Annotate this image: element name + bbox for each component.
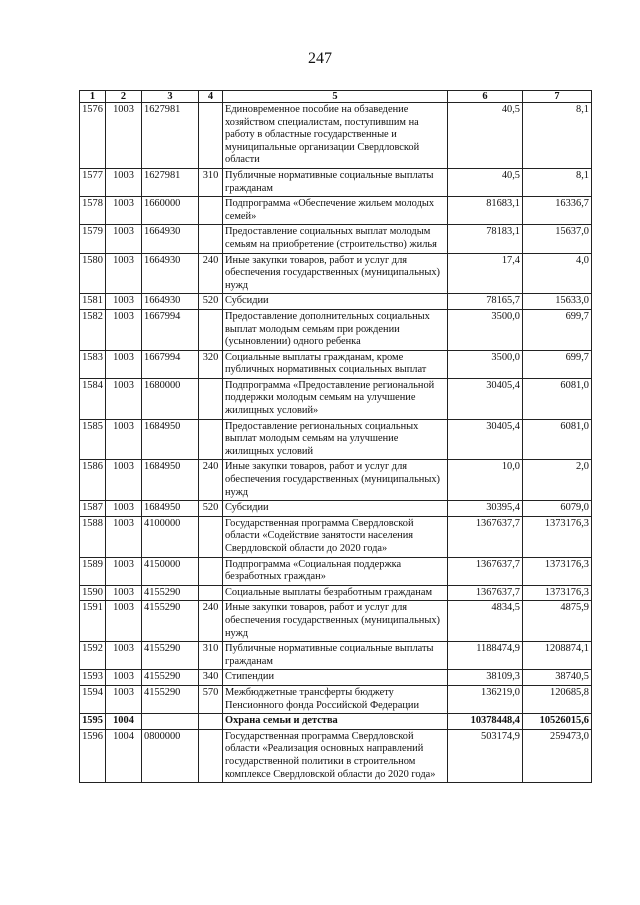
amount-year2-cell: 4,0 bbox=[523, 253, 592, 294]
table-row bbox=[80, 168, 592, 196]
table-row bbox=[80, 642, 592, 670]
header-col-7: 7 bbox=[523, 91, 592, 103]
expense-type-cell: 570 bbox=[199, 685, 223, 713]
row-number-cell: 1576 bbox=[80, 103, 106, 169]
description-cell: Предоставление дополнительных социальных выплат молодым семьям при рождении (усыновлении) одного ребенка bbox=[223, 309, 448, 350]
description-cell: Иные закупки товаров, работ и услуг для обеспечения государственных (муниципальных) нужд bbox=[223, 460, 448, 501]
table-row bbox=[80, 350, 592, 378]
target-article-cell: 4155290 bbox=[142, 601, 199, 642]
amount-year2-cell: 38740,5 bbox=[523, 670, 592, 686]
target-article-cell: 1660000 bbox=[142, 197, 199, 225]
table-row bbox=[80, 585, 592, 601]
section-code-cell: 1003 bbox=[106, 642, 142, 670]
table-row bbox=[80, 294, 592, 310]
expense-type-cell bbox=[199, 714, 223, 730]
target-article-cell: 1664930 bbox=[142, 225, 199, 253]
expense-type-cell: 240 bbox=[199, 253, 223, 294]
expense-type-cell bbox=[199, 419, 223, 460]
expense-type-cell: 520 bbox=[199, 294, 223, 310]
amount-year1-cell: 1367637,7 bbox=[448, 516, 523, 557]
amount-year1-cell: 78165,7 bbox=[448, 294, 523, 310]
amount-year1-cell: 38109,3 bbox=[448, 670, 523, 686]
amount-year1-cell: 10,0 bbox=[448, 460, 523, 501]
target-article-cell: 0800000 bbox=[142, 729, 199, 782]
expense-type-cell: 320 bbox=[199, 350, 223, 378]
amount-year2-cell: 1208874,1 bbox=[523, 642, 592, 670]
description-cell: Субсидии bbox=[223, 294, 448, 310]
table-row bbox=[80, 601, 592, 642]
amount-year1-cell: 1367637,7 bbox=[448, 585, 523, 601]
target-article-cell: 1667994 bbox=[142, 309, 199, 350]
description-cell: Предоставление социальных выплат молодым семьям на приобретение (строительство) жилья bbox=[223, 225, 448, 253]
header-col-6: 6 bbox=[448, 91, 523, 103]
table-row bbox=[80, 557, 592, 585]
row-number-cell: 1592 bbox=[80, 642, 106, 670]
table-row bbox=[80, 378, 592, 419]
description-cell: Государственная программа Свердловской области «Содействие занятости населения Свердловской области до 2020 года» bbox=[223, 516, 448, 557]
description-cell: Государственная программа Свердловской области «Реализация основных направлений государственной политики в строительном комплексе Свердловской области до 2020 года» bbox=[223, 729, 448, 782]
table-row bbox=[80, 670, 592, 686]
section-code-cell: 1003 bbox=[106, 197, 142, 225]
table-row bbox=[80, 225, 592, 253]
section-code-cell: 1003 bbox=[106, 460, 142, 501]
expense-type-cell: 240 bbox=[199, 460, 223, 501]
description-cell: Социальные выплаты гражданам, кроме публичных нормативных социальных выплат bbox=[223, 350, 448, 378]
section-code-cell: 1003 bbox=[106, 378, 142, 419]
row-number-cell: 1593 bbox=[80, 670, 106, 686]
amount-year1-cell: 17,4 bbox=[448, 253, 523, 294]
section-code-cell: 1003 bbox=[106, 350, 142, 378]
section-code-cell: 1003 bbox=[106, 601, 142, 642]
row-number-cell: 1586 bbox=[80, 460, 106, 501]
row-number-cell: 1595 bbox=[80, 714, 106, 730]
target-article-cell: 1684950 bbox=[142, 501, 199, 517]
description-cell: Стипендии bbox=[223, 670, 448, 686]
row-number-cell: 1590 bbox=[80, 585, 106, 601]
amount-year1-cell: 3500,0 bbox=[448, 309, 523, 350]
description-cell: Субсидии bbox=[223, 501, 448, 517]
description-cell: Охрана семьи и детства bbox=[223, 714, 448, 730]
expense-type-cell bbox=[199, 103, 223, 169]
row-number-cell: 1585 bbox=[80, 419, 106, 460]
section-code-cell: 1003 bbox=[106, 309, 142, 350]
target-article-cell: 1627981 bbox=[142, 103, 199, 169]
amount-year1-cell: 40,5 bbox=[448, 168, 523, 196]
row-number-cell: 1582 bbox=[80, 309, 106, 350]
amount-year2-cell: 120685,8 bbox=[523, 685, 592, 713]
expense-type-cell bbox=[199, 729, 223, 782]
description-cell: Подпрограмма «Предоставление региональной поддержки молодым семьям на улучшение жилищных условий» bbox=[223, 378, 448, 419]
expense-type-cell bbox=[199, 309, 223, 350]
target-article-cell bbox=[142, 714, 199, 730]
row-number-cell: 1589 bbox=[80, 557, 106, 585]
amount-year1-cell: 30405,4 bbox=[448, 378, 523, 419]
section-code-cell: 1003 bbox=[106, 103, 142, 169]
section-code-cell: 1003 bbox=[106, 168, 142, 196]
amount-year1-cell: 503174,9 bbox=[448, 729, 523, 782]
amount-year2-cell: 8,1 bbox=[523, 168, 592, 196]
header-col-2: 2 bbox=[106, 91, 142, 103]
description-cell: Подпрограмма «Социальная поддержка безработных граждан» bbox=[223, 557, 448, 585]
section-code-cell: 1003 bbox=[106, 294, 142, 310]
amount-year1-cell: 3500,0 bbox=[448, 350, 523, 378]
amount-year2-cell: 6081,0 bbox=[523, 378, 592, 419]
budget-table bbox=[79, 90, 592, 783]
amount-year2-cell: 8,1 bbox=[523, 103, 592, 169]
header-col-5: 5 bbox=[223, 91, 448, 103]
row-number-cell: 1584 bbox=[80, 378, 106, 419]
amount-year2-cell: 259473,0 bbox=[523, 729, 592, 782]
amount-year2-cell: 6079,0 bbox=[523, 501, 592, 517]
description-cell: Единовременное пособие на обзаведение хозяйством специалистам, поступившим на работу в областные государственные и муниципальные организации Свердловской области bbox=[223, 103, 448, 169]
section-code-cell: 1003 bbox=[106, 516, 142, 557]
header-col-1: 1 bbox=[80, 91, 106, 103]
row-number-cell: 1596 bbox=[80, 729, 106, 782]
expense-type-cell bbox=[199, 225, 223, 253]
header-row bbox=[80, 91, 592, 103]
expense-type-cell bbox=[199, 197, 223, 225]
amount-year1-cell: 30405,4 bbox=[448, 419, 523, 460]
section-code-cell: 1003 bbox=[106, 557, 142, 585]
row-number-cell: 1591 bbox=[80, 601, 106, 642]
header-col-3: 3 bbox=[142, 91, 199, 103]
description-cell: Публичные нормативные социальные выплаты гражданам bbox=[223, 642, 448, 670]
table-row bbox=[80, 460, 592, 501]
description-cell: Предоставление региональных социальных выплат молодым семьям на улучшение жилищных условий bbox=[223, 419, 448, 460]
section-code-cell: 1003 bbox=[106, 670, 142, 686]
expense-type-cell bbox=[199, 557, 223, 585]
amount-year1-cell: 1367637,7 bbox=[448, 557, 523, 585]
amount-year2-cell: 10526015,6 bbox=[523, 714, 592, 730]
amount-year2-cell: 15637,0 bbox=[523, 225, 592, 253]
target-article-cell: 1667994 bbox=[142, 350, 199, 378]
expense-type-cell bbox=[199, 585, 223, 601]
amount-year1-cell: 136219,0 bbox=[448, 685, 523, 713]
amount-year2-cell: 6081,0 bbox=[523, 419, 592, 460]
row-number-cell: 1594 bbox=[80, 685, 106, 713]
row-number-cell: 1588 bbox=[80, 516, 106, 557]
row-number-cell: 1581 bbox=[80, 294, 106, 310]
target-article-cell: 1684950 bbox=[142, 460, 199, 501]
description-cell: Межбюджетные трансферты бюджету Пенсионного фонда Российской Федерации bbox=[223, 685, 448, 713]
amount-year2-cell: 4875,9 bbox=[523, 601, 592, 642]
amount-year2-cell: 1373176,3 bbox=[523, 516, 592, 557]
expense-type-cell: 520 bbox=[199, 501, 223, 517]
expense-type-cell: 240 bbox=[199, 601, 223, 642]
amount-year2-cell: 16336,7 bbox=[523, 197, 592, 225]
target-article-cell: 1684950 bbox=[142, 419, 199, 460]
amount-year2-cell: 699,7 bbox=[523, 350, 592, 378]
amount-year2-cell: 699,7 bbox=[523, 309, 592, 350]
amount-year1-cell: 78183,1 bbox=[448, 225, 523, 253]
target-article-cell: 1664930 bbox=[142, 253, 199, 294]
table-row bbox=[80, 419, 592, 460]
expense-type-cell: 310 bbox=[199, 642, 223, 670]
target-article-cell: 4155290 bbox=[142, 585, 199, 601]
table-row bbox=[80, 253, 592, 294]
description-cell: Подпрограмма «Обеспечение жильем молодых семей» bbox=[223, 197, 448, 225]
row-number-cell: 1579 bbox=[80, 225, 106, 253]
amount-year2-cell: 1373176,3 bbox=[523, 585, 592, 601]
table-body bbox=[80, 103, 592, 783]
table-row bbox=[80, 685, 592, 713]
amount-year2-cell: 1373176,3 bbox=[523, 557, 592, 585]
description-cell: Социальные выплаты безработным гражданам bbox=[223, 585, 448, 601]
section-code-cell: 1003 bbox=[106, 419, 142, 460]
amount-year1-cell: 40,5 bbox=[448, 103, 523, 169]
amount-year2-cell: 15633,0 bbox=[523, 294, 592, 310]
row-number-cell: 1577 bbox=[80, 168, 106, 196]
page-number: 247 bbox=[308, 50, 332, 67]
table-row bbox=[80, 516, 592, 557]
target-article-cell: 4155290 bbox=[142, 642, 199, 670]
amount-year1-cell: 81683,1 bbox=[448, 197, 523, 225]
description-cell: Публичные нормативные социальные выплаты гражданам bbox=[223, 168, 448, 196]
section-code-cell: 1003 bbox=[106, 585, 142, 601]
section-code-cell: 1003 bbox=[106, 253, 142, 294]
target-article-cell: 4155290 bbox=[142, 670, 199, 686]
target-article-cell: 4155290 bbox=[142, 685, 199, 713]
table-row bbox=[80, 714, 592, 730]
table-row bbox=[80, 197, 592, 225]
section-code-cell: 1003 bbox=[106, 685, 142, 713]
target-article-cell: 1680000 bbox=[142, 378, 199, 419]
amount-year1-cell: 30395,4 bbox=[448, 501, 523, 517]
section-code-cell: 1003 bbox=[106, 501, 142, 517]
amount-year2-cell: 2,0 bbox=[523, 460, 592, 501]
section-code-cell: 1003 bbox=[106, 225, 142, 253]
section-code-cell: 1004 bbox=[106, 714, 142, 730]
target-article-cell: 4150000 bbox=[142, 557, 199, 585]
expense-type-cell: 340 bbox=[199, 670, 223, 686]
description-cell: Иные закупки товаров, работ и услуг для обеспечения государственных (муниципальных) нужд bbox=[223, 601, 448, 642]
header-col-4: 4 bbox=[199, 91, 223, 103]
amount-year1-cell: 10378448,4 bbox=[448, 714, 523, 730]
target-article-cell: 1664930 bbox=[142, 294, 199, 310]
expense-type-cell: 310 bbox=[199, 168, 223, 196]
table-row bbox=[80, 103, 592, 169]
expense-type-cell bbox=[199, 516, 223, 557]
target-article-cell: 4100000 bbox=[142, 516, 199, 557]
amount-year1-cell: 4834,5 bbox=[448, 601, 523, 642]
amount-year1-cell: 1188474,9 bbox=[448, 642, 523, 670]
row-number-cell: 1583 bbox=[80, 350, 106, 378]
row-number-cell: 1580 bbox=[80, 253, 106, 294]
expense-type-cell bbox=[199, 378, 223, 419]
description-cell: Иные закупки товаров, работ и услуг для обеспечения государственных (муниципальных) нужд bbox=[223, 253, 448, 294]
table-row bbox=[80, 309, 592, 350]
table-row bbox=[80, 501, 592, 517]
target-article-cell: 1627981 bbox=[142, 168, 199, 196]
row-number-cell: 1587 bbox=[80, 501, 106, 517]
row-number-cell: 1578 bbox=[80, 197, 106, 225]
section-code-cell: 1004 bbox=[106, 729, 142, 782]
table-row bbox=[80, 729, 592, 782]
